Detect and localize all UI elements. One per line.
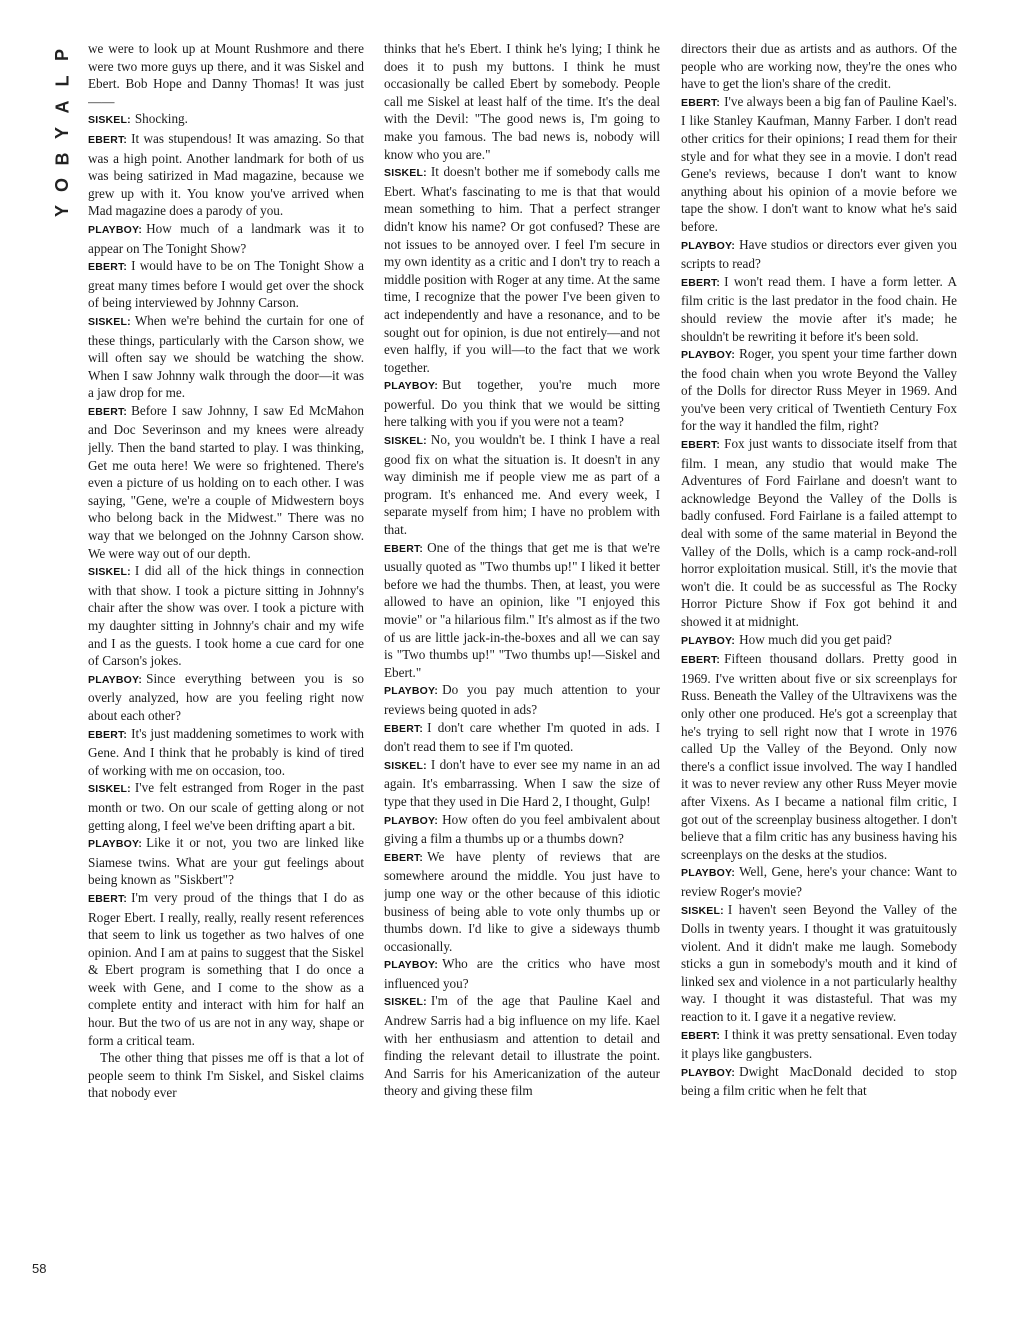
logo-letter: P (51, 48, 72, 62)
paragraph-text: I would have to be on The Tonight Show a great many times before I would get over the shock of being interviewed by Johnny Carson. (88, 258, 364, 311)
paragraph (88, 220, 364, 257)
paragraph (88, 725, 364, 780)
paragraph (88, 402, 364, 562)
paragraph-text: How much did you get paid? (739, 631, 892, 647)
speaker-label: SISKEL: (384, 759, 427, 772)
paragraph (88, 670, 364, 725)
paragraph (384, 992, 660, 1100)
paragraph-text: Who are the critics who have most influenced you? (384, 956, 660, 991)
speaker-label: PLAYBOY: (88, 223, 143, 236)
paragraph-text: I don't have to ever see my name in an ad again. It's embarrassing. When I saw the size of type that they used in Die Hard 2, I thought, Gulp! (384, 756, 660, 809)
paragraph-text: Have studios or directors ever given you scripts to read? (681, 236, 957, 272)
logo-letter: Y (51, 204, 72, 218)
paragraph-text: directors their due as artists and as authors. Of the people who are working now, they're the ones who have to get the lion's share of the credit. (681, 41, 957, 92)
paragraph (384, 848, 660, 956)
paragraph-text: we were to look up at Mount Rushmore and there were two more guys up there, and it was Siskel and Ebert. Bob Hope and Danny Thomas! It was just—— (88, 41, 364, 109)
paragraph-text: I think it was pretty sensational. Even today it plays like gangbusters. (681, 1026, 957, 1062)
paragraph (88, 562, 364, 670)
logo-letter: L (52, 75, 72, 87)
speaker-label: SISKEL: (88, 315, 131, 328)
page-number: 58 (32, 1261, 47, 1276)
speaker-label: EBERT: (88, 892, 128, 905)
paragraph (88, 889, 364, 1049)
paragraph-text: But together, you're much more powerful. Do you think that we would be sitting here talking with you if you were not a team? (384, 377, 660, 430)
speaker-label: SISKEL: (88, 783, 131, 796)
speaker-label: SISKEL: (88, 566, 131, 579)
paragraph (384, 431, 660, 539)
paragraph (88, 312, 364, 402)
paragraph (88, 1049, 364, 1102)
paragraph-text: It doesn't bother me if somebody calls me Ebert. What's fascinating to me is that that would mean something to him. That a perfect stranger didn't know his name? Or got confused? These are not issues to be annoyed over. I feel I'm secure in my own identity as a critic and I don't try to reach a middle position with Roger at any time. At the same time, I recognize that the power I've been given to act independently and have a resonance, and to be sought out for opinion, is due not entirely—and not even halfly, if you will—to the fact that we work together. (384, 164, 660, 375)
paragraph-text: I haven't seen Beyond the Valley of the Dolls in twenty years. I thought it was gratuitously violent. And it didn't make me laugh. Somebody sticks a gun in somebody's mouth and it kind of linked sex and violence in a not particularly healthy way. I thought it was distasteful. That was my reaction to it. I gave it a negative review. (681, 901, 957, 1025)
paragraph (681, 1026, 957, 1063)
paragraph (384, 756, 660, 811)
speaker-label: SISKEL: (88, 114, 131, 127)
speaker-label: EBERT: (384, 722, 424, 735)
speaker-label: PLAYBOY: (384, 685, 439, 698)
speaker-label: PLAYBOY: (88, 673, 143, 686)
paragraph-text: Shocking. (134, 111, 188, 127)
speaker-label: PLAYBOY: (384, 814, 439, 827)
speaker-label: EBERT: (88, 133, 128, 146)
speaker-label: PLAYBOY: (681, 867, 736, 880)
paragraph (384, 376, 660, 431)
speaker-label: PLAYBOY: (88, 838, 143, 851)
speaker-label: EBERT: (88, 261, 128, 274)
paragraph (384, 40, 660, 163)
speaker-label: EBERT: (384, 542, 424, 555)
paragraph (384, 811, 660, 848)
speaker-label: EBERT: (384, 851, 424, 864)
paragraph (384, 681, 660, 718)
paragraph-text: thinks that he's Ebert. I think he's lying; I think he does it to push my buttons. I think he must occasionally be called Ebert by somebody. People call me Siskel at least half of the time. It's the deal with the Devil: "The good news is, I'm going to make you famous. The bad news is, nobody will know who you are." (384, 41, 660, 162)
speaker-label: EBERT: (681, 654, 721, 667)
paragraph (681, 40, 957, 93)
speaker-label: PLAYBOY: (681, 1066, 736, 1079)
paragraph-text: I'm very proud of the things that I do as Roger Ebert. I really, really, really resent references that seem to link us together as two halves of one opinion. And I am at pains to suggest that the Siskel & Ebert program is something that I do once a week with Gene, and I come to the show as a complete entity and interact with him for half an hour. But the two of us are not in any way, shape or form a critical team. (88, 889, 364, 1048)
paragraph-text: Before I saw Johnny, I saw Ed McMahon and Doc Severinson and my knees were already jelly. Then the band started to play. I was thinking, Get me outa here! We were so frightened. There's even a picture of us holding on to each other. I was saying, "Gene, we're a couple of Midwestern boys who belong back in the Midwest." There was no way that we belonged on the Johnny Carson show. We were way out of our depth. (88, 402, 364, 561)
speaker-label: EBERT: (88, 728, 128, 741)
paragraph-text: Fifteen thousand dollars. Pretty good in 1969. I've written about five or six screenplays for Russ. Beneath the Valley of the Ultravixens was the only other one produced. He's got a screenplay that he's trying to sell right now that I wrote in 1976 called Up the Valley of the Beyond. Only now there's a conflict issue involved. The way I handled it was to never review any other Russ Meyer movie after Vixens. As I became a national film critic, I got out of the screenplay business altogether. I don't believe that a film critic has any business having his screenplays on the desks at the studios. (681, 651, 957, 862)
paragraph (681, 345, 957, 435)
paragraph-text: Since everything between you is so overly analyzed, how are you feeling right now about each other? (88, 670, 364, 723)
speaker-label: EBERT: (88, 405, 128, 418)
paragraph-text: No, you wouldn't be. I think I have a real good fix on what the situation is. It doesn't in any way diminish me if people view me as part of a program. It's enhanced me. And every week, I separate myself from him; I have no problem with that. (384, 432, 660, 538)
paragraph (681, 435, 957, 631)
paragraph (88, 130, 364, 220)
speaker-label: EBERT: (681, 1029, 721, 1042)
paragraph (681, 93, 957, 236)
paragraph (384, 955, 660, 992)
paragraph (88, 779, 364, 834)
paragraph-text: It was stupendous! It was amazing. So that was a high point. Another landmark for both of us was being satirized in Mad magazine, because we grew up with it. You know you've arrived when Mad magazine does a parody of you. (88, 130, 364, 219)
paragraph-text: The other thing that pisses me off is that a lot of people seem to think I'm Siskel, and Siskel claims that nobody ever (88, 1050, 364, 1101)
paragraph (681, 273, 957, 345)
speaker-label: PLAYBOY: (681, 349, 736, 362)
logo-letter: Y (51, 126, 72, 140)
paragraph (681, 631, 957, 651)
paragraph-text: Fox just wants to dissociate itself from that film. I mean, any studio that would make The Adventures of Ford Fairlane and doesn't want to acknowledge Beyond the Valley of the Dolls is badly confused. Ford Fairlane is a failed attempt to deal with some of the same material in Beyond the Valley of the Dolls, which is a camp rock-and-roll horror exploitation musical. Still, it's the movie that won't die. It could be as successful as The Rocky Horror Picture Show if Fox got behind it and showed it at midnight. (681, 436, 957, 629)
text-column-1 (88, 40, 364, 1285)
paragraph (88, 257, 364, 312)
paragraph (88, 40, 364, 110)
paragraph (384, 163, 660, 376)
logo-letter: B (52, 152, 72, 166)
paragraph (384, 719, 660, 756)
speaker-label: EBERT: (681, 439, 721, 452)
speaker-label: EBERT: (681, 276, 721, 289)
paragraph-text: Roger, you spent your time farther down the food chain when you wrote Beyond the Valley of the Dolls for director Russ Meyer in 1969. And you've been very critical of Twentieth Century Fox for the way it handled the film, right? (681, 346, 957, 434)
paragraph-text: How often do you feel ambivalent about giving a film a thumbs up or a thumbs down? (384, 811, 660, 847)
paragraph-text: I did all of the hick things in connection with that show. I took a picture sitting in Johnny's chair after the show was over. I took a picture with my daughter sitting in Johnny's chair and my wife and I as the guests. I took home a cue card for one of Carson's jokes. (88, 563, 364, 669)
speaker-label: SISKEL: (384, 435, 427, 448)
paragraph-text: I'm of the age that Pauline Kael and Andrew Sarris had a big influence on my life. Kael with her enthusiasm and attention to detail and finding the relevant detail to illustrate the point. And Sarris for his Americanization of the auteur theory and giving these film (384, 993, 660, 1099)
paragraph-text: Do you pay much attention to your reviews being quoted in ads? (384, 682, 660, 717)
magazine-side-logo (52, 42, 72, 224)
speaker-label: PLAYBOY: (681, 239, 736, 252)
paragraph (88, 110, 364, 130)
speaker-label: PLAYBOY: (384, 959, 439, 972)
speaker-label: EBERT: (681, 96, 721, 109)
paragraph-text: Like it or not, you two are linked like Siamese twins. What are your gut feelings about being known as "Siskbert"? (88, 835, 364, 888)
logo-letter: A (52, 100, 72, 114)
speaker-label: SISKEL: (384, 167, 427, 180)
paragraph-text: I don't care whether I'm quoted in ads. I don't read them to see if I'm quoted. (384, 719, 660, 755)
paragraph-text: One of the things that get me is that we're usually quoted as "Two thumbs up!" I liked it better before we had the thumbs. Then, at least, you were allowed to have an opinion, like "I enjoyed this movie" or "a hilarious film." It's almost as if the two of us are little jack-in-the-boxes and all we can say is "Two thumbs up!" "Two thumbs up!—Siskel and Ebert." (384, 539, 660, 680)
paragraph (681, 650, 957, 863)
paragraph (681, 901, 957, 1026)
paragraph-text: Dwight MacDonald decided to stop being a film critic when he felt that (681, 1063, 957, 1099)
speaker-label: PLAYBOY: (384, 380, 439, 393)
paragraph-text: We have plenty of reviews that are somewhere around the middle. You just have to jump one way or the other because of this idiotic business of being able to vote only thumbs up or thumbs down. I'd like to give a sideways thumb occasionally. (384, 848, 660, 954)
paragraph-text: It's just maddening sometimes to work with Gene. And I think that he probably is kind of tired of working with me on occasion, too. (88, 725, 364, 778)
speaker-label: SISKEL: (384, 996, 427, 1009)
paragraph-text: I won't read them. I have a form letter. A film critic is the last predator in the food chain. He should review the movie after it's made; he shouldn't be rewriting it before it's been sold. (681, 273, 957, 344)
text-column-3 (681, 40, 957, 1285)
paragraph (681, 1063, 957, 1100)
paragraph-text: I've always been a big fan of Pauline Kael's. I like Stanley Kaufman, Manny Farber. I don't read other critics for their opinions; I read them for their style and for what they see in a movie. I don't read Gene's reviews, because I don't want to know anything about his opinion of a movie before we tape the show. I don't want to know what he's said before. (681, 93, 957, 234)
paragraph-text: When we're behind the curtain for one of these things, particularly with the Carson show, we will often say we should be watching the show. When I saw Johnny walk through the door—it was a jaw drop for me. (88, 312, 364, 401)
speaker-label: PLAYBOY: (681, 634, 736, 647)
paragraph-text: I've felt estranged from Roger in the past month or two. On our scale of getting along or not getting along, I feel we've been drifting apart a bit. (88, 780, 364, 833)
logo-letter: O (51, 177, 72, 193)
paragraph-text: How much of a landmark was it to appear on The Tonight Show? (88, 220, 364, 256)
speaker-label: SISKEL: (681, 904, 724, 917)
paragraph-text: Well, Gene, here's your chance: Want to review Roger's movie? (681, 864, 957, 899)
paragraph (88, 834, 364, 889)
paragraph (681, 236, 957, 273)
text-column-2 (384, 40, 660, 1285)
paragraph (681, 863, 957, 900)
paragraph (384, 539, 660, 682)
